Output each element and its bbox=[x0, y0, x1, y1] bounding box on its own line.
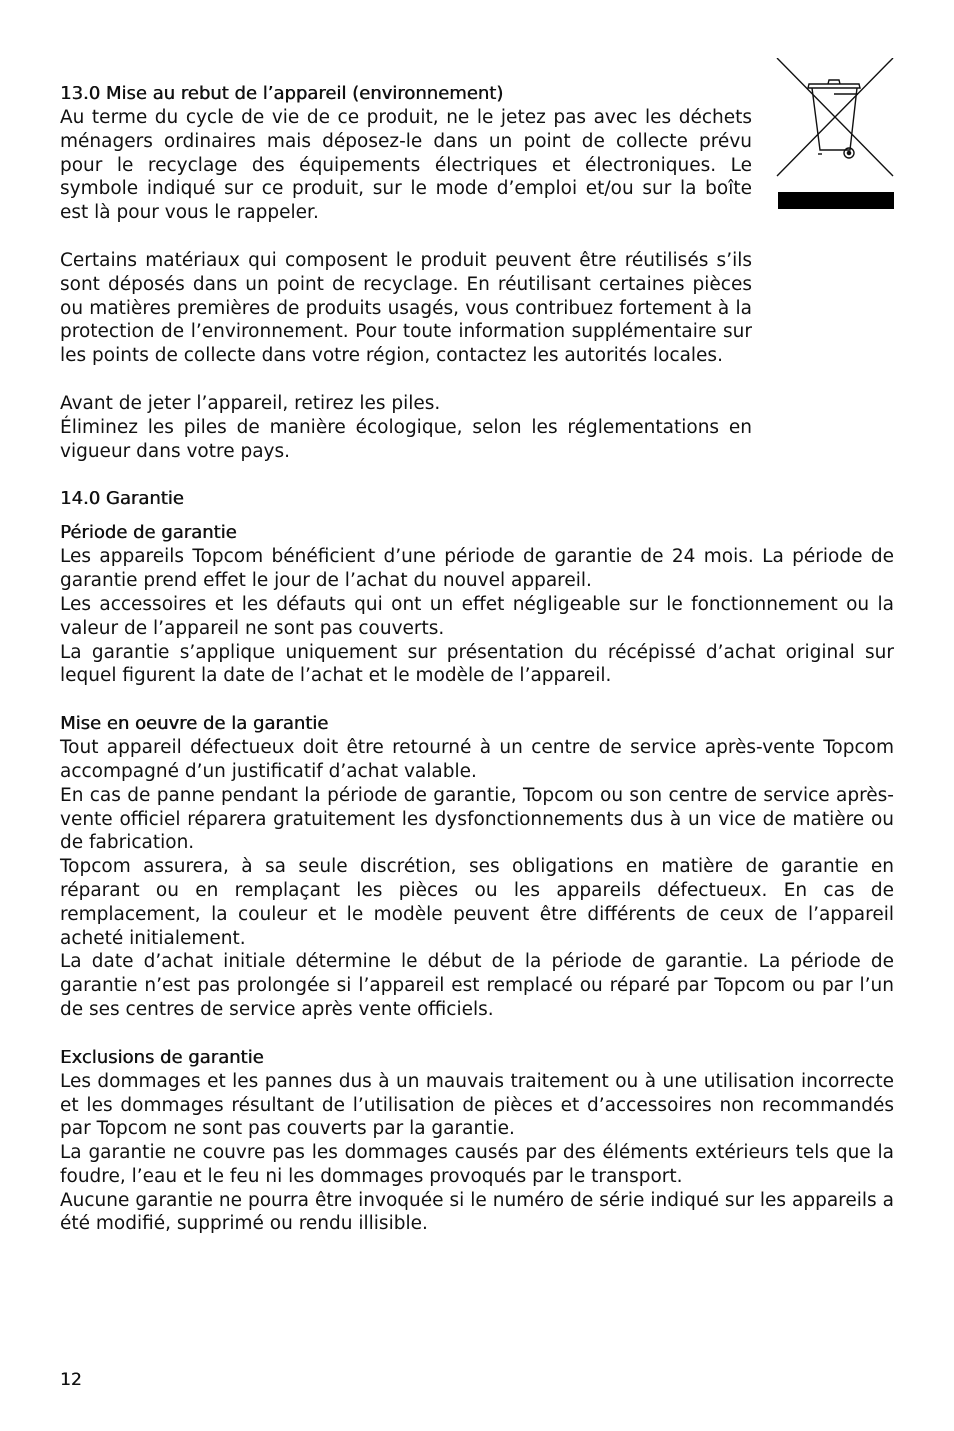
warranty-period-paragraph-1: Les appareils Topcom bénéficient d’une période de garantie de 24 mois. La période de garantie prend effet le jour de l’achat du nouvel appareil. bbox=[60, 546, 894, 592]
warranty-implementation-paragraph-2: En cas de panne pendant la période de garantie, Topcom ou son centre de service après-vente officiel réparera gratuitement les dysfonctionnements dus à un vice de matière ou de fabrication. bbox=[60, 784, 894, 854]
warranty-implementation bbox=[60, 712, 894, 1022]
section-warranty bbox=[60, 487, 894, 1236]
section-14-title: 14.0 Garantie bbox=[60, 488, 184, 510]
section-disposal bbox=[60, 82, 894, 463]
document-page bbox=[60, 82, 894, 1236]
disposal-paragraph-3: Avant de jeter l’appareil, retirez les piles. bbox=[60, 392, 441, 414]
warranty-exclusions-title: Exclusions de garantie bbox=[60, 1046, 264, 1068]
warranty-implementation-title: Mise en oeuvre de la garantie bbox=[60, 713, 329, 735]
warranty-exclusions-paragraph-2: La garantie ne couvre pas les dommages causés par des éléments extérieurs tels que la foudre, l’eau et le feu ni les dommages provoqués par le transport. bbox=[60, 1142, 894, 1187]
warranty-period-title: Période de garantie bbox=[60, 522, 237, 544]
page-number: 12 bbox=[60, 1370, 82, 1390]
warranty-period bbox=[60, 521, 894, 688]
warranty-implementation-paragraph-1: Tout appareil défectueux doit être retourné à un centre de service après-vente Topcom accompagné d’un justificatif d’achat valable. bbox=[60, 737, 894, 782]
warranty-period-paragraph-3: La garantie s’applique uniquement sur présentation du récépissé d’achat original sur lequel figurent la date de l’achat et le modèle de l’appareil. bbox=[60, 641, 894, 687]
warranty-implementation-paragraph-4: La date d’achat initiale détermine le début de la période de garantie. La période de garantie n’est pas prolongée si l’appareil est remplacé ou réparé par Topcom ou par l’un de ses centres de service après vente officiels. bbox=[60, 951, 894, 1020]
warranty-period-paragraph-2: Les accessoires et les défauts qui ont un effet négligeable sur le fonctionnement ou la valeur de l’appareil ne sont pas couverts. bbox=[60, 593, 894, 639]
warranty-implementation-paragraph-3: Topcom assurera, à sa seule discrétion, ses obligations en matière de garantie en réparant ou en remplaçant les pièces ou les appareils défectueux. En cas de remplacement, la couleur et le modèle peuvent être différents de ceux de l’appareil acheté initialement. bbox=[60, 856, 894, 949]
section-13-title: 13.0 Mise au rebut de l’appareil (environnement) bbox=[60, 83, 504, 104]
crossed-out-wheelie-bin-icon bbox=[776, 58, 894, 212]
disposal-paragraph-4: Éliminez les piles de manière écologique, selon les réglementations en vigueur dans votre pays. bbox=[60, 416, 752, 462]
disposal-paragraph-1: Au terme du cycle de vie de ce produit, ne le jetez pas avec les déchets ménagers ordinaires mais déposez-le dans un point de collecte prévu pour le recyclage des équipements électriques et électroniques. Le symbole indiqué sur ce produit, sur le mode d’emploi et/ou sur la boîte est là pour vous le rappeler. bbox=[60, 107, 752, 224]
disposal-paragraph-2: Certains matériaux qui composent le produit peuvent être réutilisés s’ils sont déposés dans un point de recyclage. En réutilisant certaines pièces ou matières premières de produits usagés, vous contribuez fortement à la protection de l’environnement. Pour toute information supplémentaire sur les points de collecte dans votre région, contactez les autorités locales. bbox=[60, 249, 752, 367]
warranty-exclusions-paragraph-1: Les dommages et les pannes dus à un mauvais traitement ou à une utilisation incorrecte et les dommages résultant de l’utilisation de pièces et d’accessoires non recommandés par Topcom ne sont pas couverts par la garantie. bbox=[60, 1070, 894, 1140]
warranty-exclusions-paragraph-3: Aucune garantie ne pourra être invoquée si le numéro de série indiqué sur les appareils a été modifié, supprimé ou rendu illisible. bbox=[60, 1189, 894, 1235]
warranty-exclusions bbox=[60, 1046, 894, 1237]
